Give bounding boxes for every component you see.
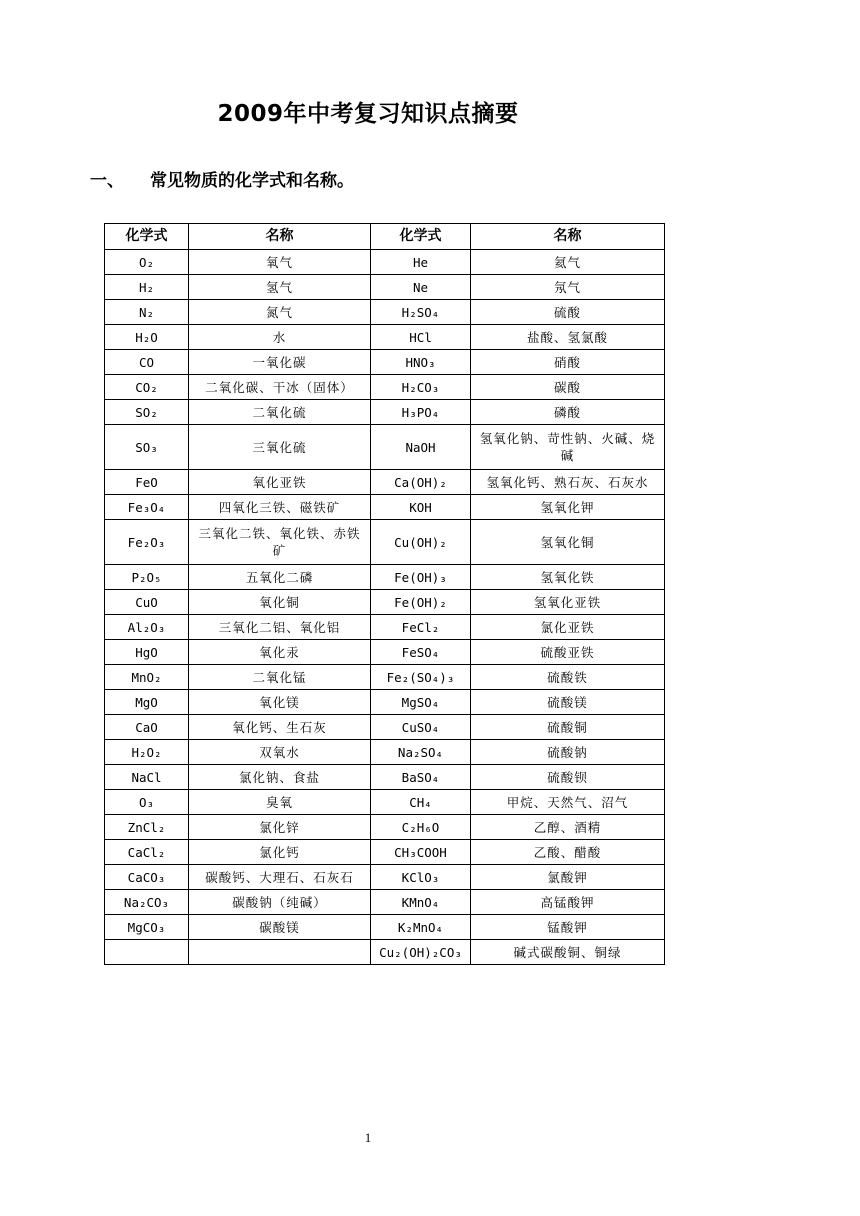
name-cell-left: 氢气 [189, 275, 371, 300]
table-row [105, 740, 665, 765]
name-cell-right: 氯化亚铁 [471, 615, 665, 640]
name-cell-left: 碳酸钙、大理石、石灰石 [189, 865, 371, 890]
name-cell-right: 氢氧化钠、苛性钠、火碱、烧碱 [471, 425, 665, 470]
name-cell-right: 高锰酸钾 [471, 890, 665, 915]
name-cell-right: 硫酸 [471, 300, 665, 325]
name-cell-left: 氮气 [189, 300, 371, 325]
name-cell-left: 双氧水 [189, 740, 371, 765]
name-cell-right: 磷酸 [471, 400, 665, 425]
name-cell-left: 氯化钠、食盐 [189, 765, 371, 790]
formula-cell-left: P₂O₅ [105, 565, 189, 590]
formula-cell-right: HCl [371, 325, 471, 350]
name-cell-left: 碳酸钠（纯碱） [189, 890, 371, 915]
name-cell-right: 氢氧化铜 [471, 520, 665, 565]
name-cell-left: 氧化亚铁 [189, 470, 371, 495]
name-cell-right: 盐酸、氢氯酸 [471, 325, 665, 350]
name-cell-right: 锰酸钾 [471, 915, 665, 940]
formula-cell-right: Fe(OH)₃ [371, 565, 471, 590]
formula-cell-left: CaCl₂ [105, 840, 189, 865]
table-row [105, 495, 665, 520]
document-title: 2009年中考复习知识点摘要 [217, 101, 519, 127]
formula-cell-left: ZnCl₂ [105, 815, 189, 840]
table-row [105, 400, 665, 425]
formula-cell-left: CO₂ [105, 375, 189, 400]
name-cell-right: 碱式碳酸铜、铜绿 [471, 940, 665, 965]
formula-cell-left: CaO [105, 715, 189, 740]
formula-cell-right: FeCl₂ [371, 615, 471, 640]
name-cell-left: 一氧化碳 [189, 350, 371, 375]
name-cell-left: 二氧化硫 [189, 400, 371, 425]
table-row [105, 425, 665, 470]
name-cell-left: 氧气 [189, 250, 371, 275]
formula-cell-left: MgCO₃ [105, 915, 189, 940]
table-row [105, 300, 665, 325]
name-cell-right: 乙醇、酒精 [471, 815, 665, 840]
name-cell-right: 氢氧化钙、熟石灰、石灰水 [471, 470, 665, 495]
table-row [105, 250, 665, 275]
name-cell-left: 氯化锌 [189, 815, 371, 840]
name-cell-left: 臭氧 [189, 790, 371, 815]
name-cell-right: 氦气 [471, 250, 665, 275]
formula-cell-right: CH₄ [371, 790, 471, 815]
formula-cell-right: Ca(OH)₂ [371, 470, 471, 495]
table-row [105, 520, 665, 565]
table-row [105, 615, 665, 640]
formula-cell-left: FeO [105, 470, 189, 495]
formula-cell-left: CO [105, 350, 189, 375]
table-header-row [105, 224, 665, 250]
name-cell-left: 三氧化二铝、氧化铝 [189, 615, 371, 640]
formula-cell-right: H₂CO₃ [371, 375, 471, 400]
name-cell-left: 四氧化三铁、磁铁矿 [189, 495, 371, 520]
formula-cell-right: Fe(OH)₂ [371, 590, 471, 615]
formula-cell-left: O₂ [105, 250, 189, 275]
formula-cell-left: Fe₂O₃ [105, 520, 189, 565]
formula-cell-right: H₃PO₄ [371, 400, 471, 425]
table-row [105, 470, 665, 495]
formula-cell-left: CuO [105, 590, 189, 615]
formula-cell-right: BaSO₄ [371, 765, 471, 790]
formula-cell-left: Na₂CO₃ [105, 890, 189, 915]
formula-cell-left: O₃ [105, 790, 189, 815]
header-name-left: 名称 [189, 224, 371, 250]
formula-cell-right: CuSO₄ [371, 715, 471, 740]
formula-cell-left: MnO₂ [105, 665, 189, 690]
header-name-right: 名称 [471, 224, 665, 250]
formula-cell-right: Cu(OH)₂ [371, 520, 471, 565]
table-row [105, 715, 665, 740]
name-cell-right: 氢氧化铁 [471, 565, 665, 590]
formula-cell-right: Fe₂(SO₄)₃ [371, 665, 471, 690]
table-row [105, 590, 665, 615]
name-cell-right: 硫酸铜 [471, 715, 665, 740]
formula-cell-right: KMnO₄ [371, 890, 471, 915]
name-cell-right: 硫酸钠 [471, 740, 665, 765]
name-cell-left: 氧化钙、生石灰 [189, 715, 371, 740]
table-row [105, 890, 665, 915]
table-row [105, 640, 665, 665]
formula-cell-right: KOH [371, 495, 471, 520]
formula-cell-left: MgO [105, 690, 189, 715]
name-cell-left: 三氧化二铁、氧化铁、赤铁矿 [189, 520, 371, 565]
page-number: 1 [364, 1130, 372, 1145]
formula-cell-right: HNO₃ [371, 350, 471, 375]
name-cell-right: 氖气 [471, 275, 665, 300]
formula-cell-left: NaCl [105, 765, 189, 790]
table-row [105, 565, 665, 590]
formula-cell-right: Na₂SO₄ [371, 740, 471, 765]
formula-cell-right: K₂MnO₄ [371, 915, 471, 940]
chemical-formula-table [104, 223, 665, 965]
name-cell-right: 甲烷、天然气、沼气 [471, 790, 665, 815]
name-cell-left [189, 940, 371, 965]
formula-cell-left: SO₃ [105, 425, 189, 470]
name-cell-right: 乙酸、醋酸 [471, 840, 665, 865]
formula-cell-left [105, 940, 189, 965]
section-number: 一、 [90, 171, 124, 191]
name-cell-right: 氯酸钾 [471, 865, 665, 890]
name-cell-right: 硫酸亚铁 [471, 640, 665, 665]
table-row [105, 665, 665, 690]
table-row [105, 375, 665, 400]
formula-cell-right: MgSO₄ [371, 690, 471, 715]
name-cell-right: 氢氧化亚铁 [471, 590, 665, 615]
formula-cell-left: Al₂O₃ [105, 615, 189, 640]
formula-cell-right: NaOH [371, 425, 471, 470]
name-cell-left: 氧化汞 [189, 640, 371, 665]
name-cell-left: 氧化镁 [189, 690, 371, 715]
name-cell-right: 硝酸 [471, 350, 665, 375]
table-row [105, 350, 665, 375]
name-cell-left: 氯化钙 [189, 840, 371, 865]
formula-cell-left: Fe₃O₄ [105, 495, 189, 520]
name-cell-right: 硫酸铁 [471, 665, 665, 690]
table-row [105, 815, 665, 840]
name-cell-left: 碳酸镁 [189, 915, 371, 940]
table-row [105, 325, 665, 350]
formula-cell-left: H₂O₂ [105, 740, 189, 765]
section-heading [90, 166, 354, 191]
name-cell-right: 硫酸钡 [471, 765, 665, 790]
name-cell-right: 碳酸 [471, 375, 665, 400]
name-cell-left: 二氧化锰 [189, 665, 371, 690]
table-row [105, 690, 665, 715]
header-formula-left: 化学式 [105, 224, 189, 250]
name-cell-right: 硫酸镁 [471, 690, 665, 715]
table-row [105, 275, 665, 300]
name-cell-right: 氢氧化钾 [471, 495, 665, 520]
formula-cell-left: SO₂ [105, 400, 189, 425]
header-formula-right: 化学式 [371, 224, 471, 250]
table-body [105, 250, 665, 965]
formula-cell-right: KClO₃ [371, 865, 471, 890]
formula-cell-left: H₂ [105, 275, 189, 300]
formula-cell-right: FeSO₄ [371, 640, 471, 665]
formula-cell-right: Cu₂(OH)₂CO₃ [371, 940, 471, 965]
name-cell-left: 氧化铜 [189, 590, 371, 615]
section-heading-text: 常见物质的化学式和名称。 [150, 171, 354, 191]
table-row [105, 865, 665, 890]
table-row [105, 840, 665, 865]
formula-cell-left: CaCO₃ [105, 865, 189, 890]
name-cell-left: 五氧化二磷 [189, 565, 371, 590]
formula-cell-right: H₂SO₄ [371, 300, 471, 325]
formula-cell-left: HgO [105, 640, 189, 665]
name-cell-left: 水 [189, 325, 371, 350]
formula-cell-left: H₂O [105, 325, 189, 350]
table-row [105, 790, 665, 815]
formula-cell-left: N₂ [105, 300, 189, 325]
formula-cell-right: CH₃COOH [371, 840, 471, 865]
table-row [105, 915, 665, 940]
formula-cell-right: Ne [371, 275, 471, 300]
formula-cell-right: He [371, 250, 471, 275]
name-cell-left: 二氧化碳、干冰（固体） [189, 375, 371, 400]
table-row [105, 765, 665, 790]
table-row [105, 940, 665, 965]
formula-cell-right: C₂H₆O [371, 815, 471, 840]
name-cell-left: 三氧化硫 [189, 425, 371, 470]
